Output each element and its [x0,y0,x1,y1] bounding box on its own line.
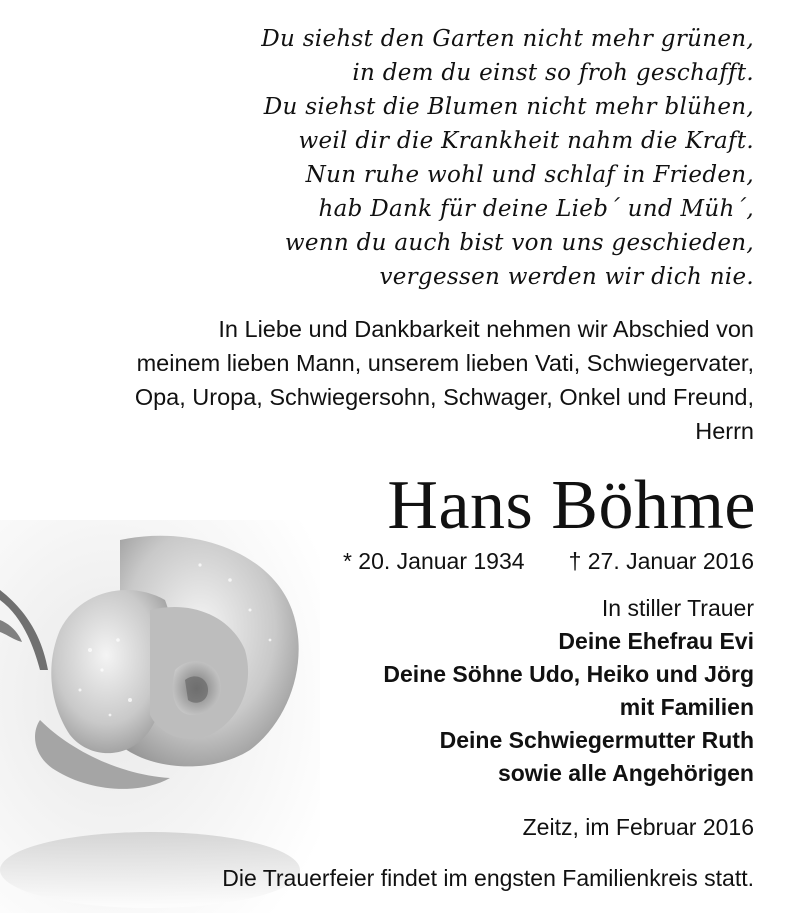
poem-line: weil dir die Krankheit nahm die Kraft. [298,128,754,154]
birth-date: * 20. Januar 1934 [342,548,525,574]
intro-line: meinem lieben Mann, unserem lieben Vati, Schwiegervater, [136,350,754,376]
mourner-line: mit Familien [619,694,754,720]
poem-line: Du siehst die Blumen nicht mehr blühen, [263,94,754,120]
mourner-line: Deine Schwiegermutter Ruth [439,727,754,753]
deceased-name: Hans Böhme [387,467,756,544]
poem [261,22,754,294]
life-dates [343,544,754,578]
place-date: Zeitz, im Februar 2016 [522,814,754,840]
funeral-note: Die Trauerfeier findet im engsten Familienkreis statt. [222,865,754,891]
mourners-heading: In stiller Trauer [601,595,754,621]
mourner-line: Deine Ehefrau Evi [558,628,754,654]
poem-line: hab Dank für deine Lieb´ und Müh´, [318,196,754,222]
mourners [383,592,754,790]
poem-line: wenn du auch bist von uns geschieden, [284,230,754,256]
intro-line: Opa, Uropa, Schwiegersohn, Schwager, Onkel und Freund, [134,384,754,410]
poem-line: vergessen werden wir dich nie. [379,264,754,290]
poem-line: Du siehst den Garten nicht mehr grünen, [261,26,754,52]
rose-image [0,520,320,913]
poem-line: Nun ruhe wohl und schlaf in Frieden, [305,162,754,188]
mourner-line: sowie alle Angehörigen [497,760,754,786]
intro-line: In Liebe und Dankbarkeit nehmen wir Abschied von [218,316,754,342]
intro-text [34,312,754,448]
poem-line: in dem du einst so froh geschafft. [352,60,754,86]
mourner-line: Deine Söhne Udo, Heiko und Jörg [383,661,754,687]
intro-line: Herrn [695,418,754,444]
death-date: † 27. Januar 2016 [568,548,754,574]
